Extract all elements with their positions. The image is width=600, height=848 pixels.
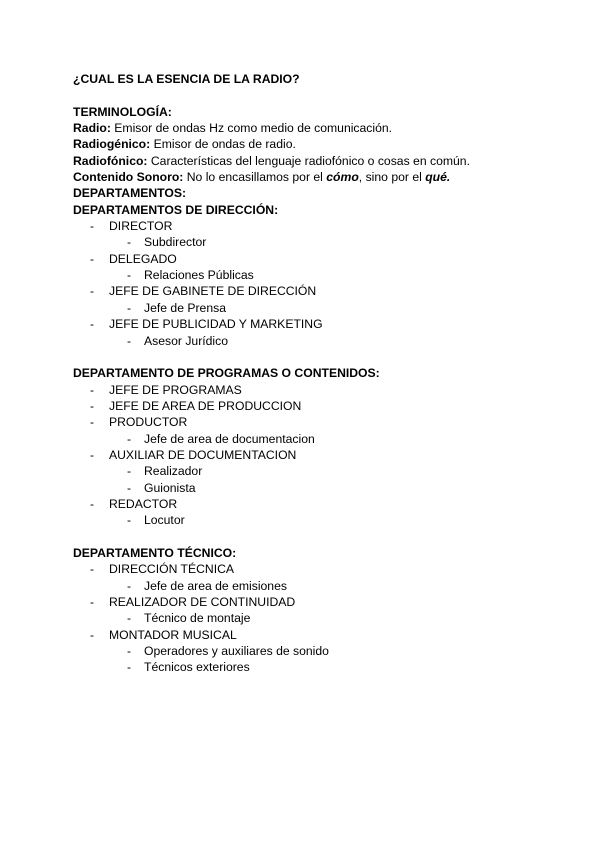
sub-list-item	[73, 267, 573, 283]
list-item	[73, 496, 573, 512]
list-item-text: JEFE DE GABINETE DE DIRECCIÓN	[109, 284, 317, 299]
term-definition-cont: , sino por el	[358, 170, 426, 185]
bullet-dash: -	[90, 415, 95, 430]
bullet-dash: -	[127, 333, 132, 348]
bullet-dash: -	[127, 431, 132, 446]
term-definition: No lo encasillamos por el	[183, 170, 327, 185]
document-title: ¿CUAL ES LA ESENCIA DE LA RADIO?	[73, 72, 300, 86]
list-item	[73, 414, 573, 430]
bullet-dash: -	[90, 595, 95, 609]
list-item	[73, 398, 573, 414]
bullet-dash: -	[90, 496, 95, 511]
term-label: Contenido Sonoro:	[73, 170, 184, 185]
term-definition: Emisor de ondas Hz como medio de comunicación.	[110, 121, 393, 136]
list-item-text: MONTADOR MUSICAL	[109, 627, 237, 642]
list-item-text: DIRECTOR	[109, 219, 173, 234]
list-item-text: REDACTOR	[109, 496, 178, 511]
list-item-text: Operadores y auxiliares de sonido	[144, 644, 329, 659]
list-item	[73, 283, 573, 299]
list-item-text: REALIZADOR DE CONTINUIDAD	[109, 595, 296, 609]
departments-heading: DEPARTAMENTOS:	[73, 186, 187, 201]
bullet-dash: -	[90, 562, 95, 577]
term-definition: Características del lenguaje radiofónico o cosas en común.	[147, 153, 470, 168]
sub-list-item	[73, 578, 573, 594]
bullet-dash: -	[90, 251, 95, 266]
bullet-dash: -	[127, 644, 132, 659]
bullet-dash: -	[127, 464, 132, 479]
spacer	[73, 529, 573, 545]
sub-list-item	[73, 463, 573, 479]
term-radiogenico	[73, 136, 573, 152]
list-item-text: JEFE DE PUBLICIDAD Y MARKETING	[109, 317, 323, 332]
term-radio	[73, 120, 573, 136]
terminology-heading: TERMINOLOGÍA:	[73, 104, 172, 119]
list-item-text: Jefe de Prensa	[144, 300, 226, 315]
term-contenido-sonoro	[73, 169, 573, 185]
list-item-text: Jefe de area de emisiones	[144, 578, 287, 593]
bullet-dash: -	[127, 611, 132, 626]
bullet-dash: -	[127, 660, 132, 675]
list-item-text: DELEGADO	[109, 251, 177, 266]
term-definition: Emisor de ondas de radio.	[150, 137, 296, 152]
sub-list-item	[73, 512, 573, 528]
section-heading-tecnico: DEPARTAMENTO TÉCNICO:	[73, 545, 237, 560]
list-item	[73, 627, 573, 643]
sub-list-item	[73, 643, 573, 659]
list-tecnico	[73, 561, 573, 675]
list-item-text: Técnico de montaje	[144, 611, 251, 626]
bullet-dash: -	[127, 235, 132, 250]
list-item	[73, 251, 573, 267]
bullet-dash: -	[90, 627, 95, 642]
list-item-text: Realizador	[144, 464, 203, 479]
bullet-dash: -	[90, 317, 95, 332]
emphasis-como: cómo	[326, 170, 359, 185]
bullet-dash: -	[90, 382, 95, 397]
list-item	[73, 218, 573, 234]
sub-list-item	[73, 333, 573, 349]
sub-list-item	[73, 610, 573, 626]
list-item-text: Técnicos exteriores	[144, 660, 250, 675]
bullet-dash: -	[127, 480, 132, 495]
list-item	[73, 447, 573, 463]
bullet-dash: -	[90, 284, 95, 299]
spacer	[73, 349, 573, 365]
sub-list-item	[73, 431, 573, 447]
term-label: Radiogénico:	[73, 137, 151, 152]
list-item-text: Relaciones Públicas	[144, 268, 254, 283]
spacer	[73, 87, 573, 103]
section-heading-direccion: DEPARTAMENTOS DE DIRECCIÓN:	[73, 202, 279, 217]
bullet-dash: -	[127, 513, 132, 528]
list-item-text: AUXILIAR DE DOCUMENTACION	[109, 447, 297, 462]
list-item-text: JEFE DE AREA DE PRODUCCION	[109, 398, 302, 413]
section-heading-programas: DEPARTAMENTO DE PROGRAMAS O CONTENIDOS:	[73, 366, 380, 381]
list-item-text: Guionista	[144, 480, 196, 495]
term-label: Radio:	[73, 121, 111, 136]
list-item-text: Subdirector	[144, 235, 207, 250]
list-item-text: Locutor	[144, 513, 185, 528]
term-radiofonico	[73, 153, 573, 169]
list-item-text: Jefe de area de documentacion	[144, 431, 315, 446]
bullet-dash: -	[90, 398, 95, 413]
emphasis-que: qué.	[425, 170, 451, 185]
sub-list-item	[73, 480, 573, 496]
list-item-text: DIRECCIÓN TÉCNICA	[109, 562, 235, 577]
list-item	[73, 561, 573, 577]
list-programas	[73, 382, 573, 529]
list-item	[73, 594, 573, 610]
bullet-dash: -	[127, 300, 132, 315]
sub-list-item	[73, 659, 573, 675]
bullet-dash: -	[127, 268, 132, 283]
list-item-text: PRODUCTOR	[109, 415, 188, 430]
document-page	[73, 71, 573, 676]
list-item-text: Asesor Jurídico	[144, 333, 228, 348]
bullet-dash: -	[90, 219, 95, 234]
list-item	[73, 382, 573, 398]
list-item-text: JEFE DE PROGRAMAS	[109, 382, 242, 397]
sub-list-item	[73, 234, 573, 250]
bullet-dash: -	[127, 578, 132, 593]
term-label: Radiofónico:	[73, 153, 148, 168]
list-direccion	[73, 218, 573, 349]
sub-list-item	[73, 300, 573, 316]
list-item	[73, 316, 573, 332]
bullet-dash: -	[90, 447, 95, 462]
